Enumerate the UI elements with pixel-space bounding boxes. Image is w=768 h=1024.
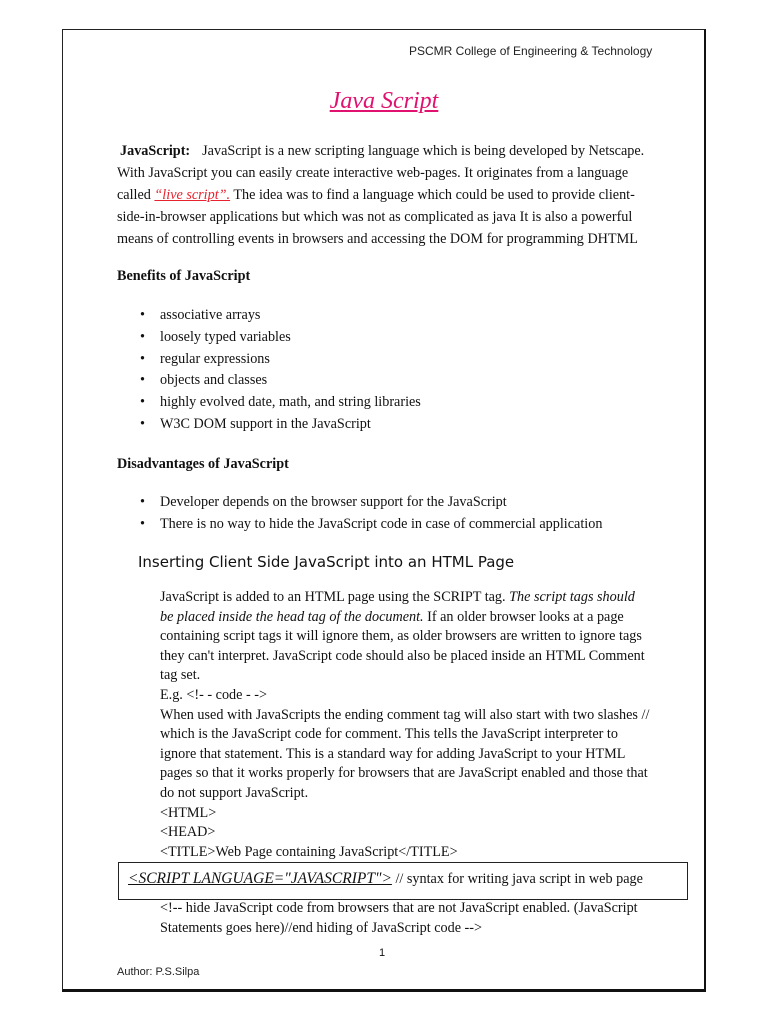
after-box-text bbox=[160, 899, 660, 938]
list-item: • Developer depends on the browser support for the JavaScript bbox=[140, 492, 602, 514]
intro-text-1: JavaScript is a new scripting language which is being developed by Netscape. bbox=[202, 143, 645, 159]
list-item: • loosely typed variables bbox=[140, 327, 421, 349]
inserting-line-1-italic: The script tags should bbox=[509, 589, 635, 605]
inserting-line-11: do not support JavaScript. bbox=[160, 784, 309, 801]
inserting-body bbox=[160, 588, 650, 862]
intro-label: JavaScript: bbox=[120, 143, 191, 159]
intro-line-2: With JavaScript you can easily create interactive web-pages. It originates from a language bbox=[117, 165, 629, 181]
inserting-line-9: ignore that statement. This is a standard way for adding JavaScript to your HTML bbox=[160, 745, 626, 762]
intro-line-5: means of controlling events in browsers and accessing the DOM for programming DHTML bbox=[117, 231, 638, 247]
list-item: • W3C DOM support in the JavaScript bbox=[140, 414, 421, 436]
inserting-line-1-pre: JavaScript is added to an HTML page using the SCRIPT tag. bbox=[160, 589, 510, 605]
inserting-line-7: When used with JavaScripts the ending comment tag will also start with two slashes // bbox=[160, 706, 650, 723]
inserting-line-12: <HTML> bbox=[160, 804, 217, 821]
header-college: PSCMR College of Engineering & Technology bbox=[409, 44, 653, 58]
script-tag-comment: // syntax for writing java script in web page bbox=[391, 871, 643, 887]
page-number: 1 bbox=[379, 947, 386, 959]
inserting-heading: Inserting Client Side JavaScript into an HTML Page bbox=[138, 553, 515, 571]
benefits-heading: Benefits of JavaScript bbox=[117, 268, 251, 284]
list-item: • objects and classes bbox=[140, 370, 421, 392]
list-item: • regular expressions bbox=[140, 349, 421, 371]
inserting-line-5: tag set. bbox=[160, 667, 201, 684]
footer-author: Author: P.S.Silpa bbox=[117, 966, 200, 978]
benefits-list bbox=[140, 305, 421, 436]
script-tag-code: <SCRIPT LANGUAGE="JAVASCRIPT"> bbox=[128, 870, 392, 887]
intro-line-3-post: The idea was to find a language which could be used to provide client- bbox=[230, 187, 635, 203]
after-line-1: <!-- hide JavaScript code from browsers that are not JavaScript enabled. (JavaScript bbox=[160, 900, 638, 916]
script-syntax-box bbox=[118, 862, 688, 900]
list-item: • There is no way to hide the JavaScript code in case of commercial application bbox=[140, 514, 602, 536]
inserting-line-4: they can't interpret. JavaScript code should also be placed inside an HTML Comment bbox=[160, 647, 645, 664]
document-title: Java Script bbox=[329, 88, 439, 114]
list-item: • highly evolved date, math, and string libraries bbox=[140, 392, 421, 414]
intro-line-4: side-in-browser applications but which was not as complicated as java It is also a powerful bbox=[117, 209, 633, 225]
intro-line-3-pre: called bbox=[117, 187, 155, 203]
after-line-2: Statements goes here)//end hiding of JavaScript code --> bbox=[160, 919, 483, 936]
intro-paragraph bbox=[117, 140, 657, 250]
inserting-line-13: <HEAD> bbox=[160, 824, 216, 841]
disadvantages-heading: Disadvantages of JavaScript bbox=[117, 456, 289, 472]
inserting-line-2-post: If an older browser looks at a page bbox=[423, 608, 624, 625]
list-item: • associative arrays bbox=[140, 305, 421, 327]
inserting-line-2-italic: be placed inside the head tag of the document. bbox=[160, 608, 424, 625]
inserting-line-10: pages so that it works properly for browsers that are JavaScript enabled and those that bbox=[160, 765, 648, 782]
disadvantages-list bbox=[140, 492, 602, 536]
inserting-line-14: <TITLE>Web Page containing JavaScript</TITLE> bbox=[160, 843, 458, 860]
inserting-line-6: E.g. <!- - code - -> bbox=[160, 686, 267, 703]
inserting-line-3: containing script tags it will ignore them, as older browsers are written to ignore tags bbox=[160, 628, 642, 645]
inserting-line-8: which is the JavaScript code for comment. This tells the JavaScript interpreter to bbox=[160, 726, 618, 743]
live-script-term: “live script”. bbox=[154, 187, 231, 203]
